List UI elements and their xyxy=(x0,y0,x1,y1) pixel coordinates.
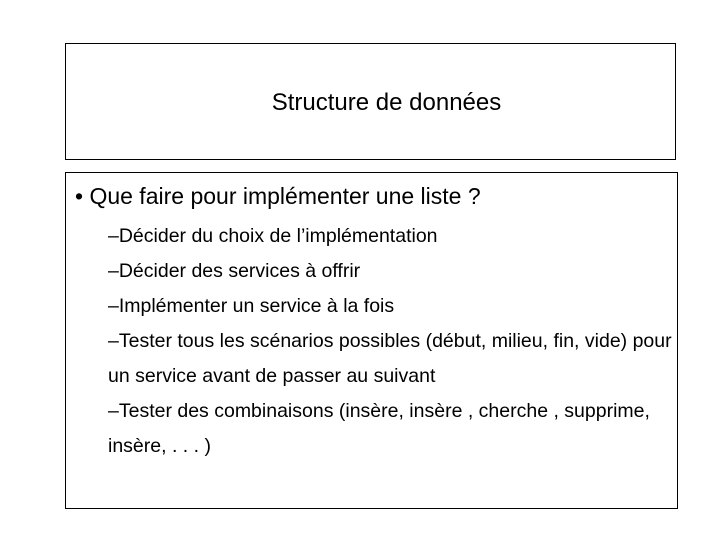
sub-bullet-item: –Tester tous les scénarios possibles (début, milieu, fin, vide) pour un service avant de passer au suivant xyxy=(108,330,672,387)
content-box xyxy=(65,172,678,509)
sub-bullet-item: –Décider du choix de l’implémentation xyxy=(108,225,438,247)
title-box xyxy=(65,43,676,160)
sub-bullet-item: –Décider des services à offrir xyxy=(108,260,361,282)
sub-bullet-item: –Implémenter un service à la fois xyxy=(108,295,395,317)
sub-bullet-list xyxy=(108,219,674,464)
slide-title: Structure de données xyxy=(271,89,502,116)
main-bullet: • Que faire pour implémenter une liste ? xyxy=(75,183,481,209)
sub-bullet-item: –Tester des combinaisons (insère, insère , cherche , supprime, insère, . . . ) xyxy=(108,400,650,457)
